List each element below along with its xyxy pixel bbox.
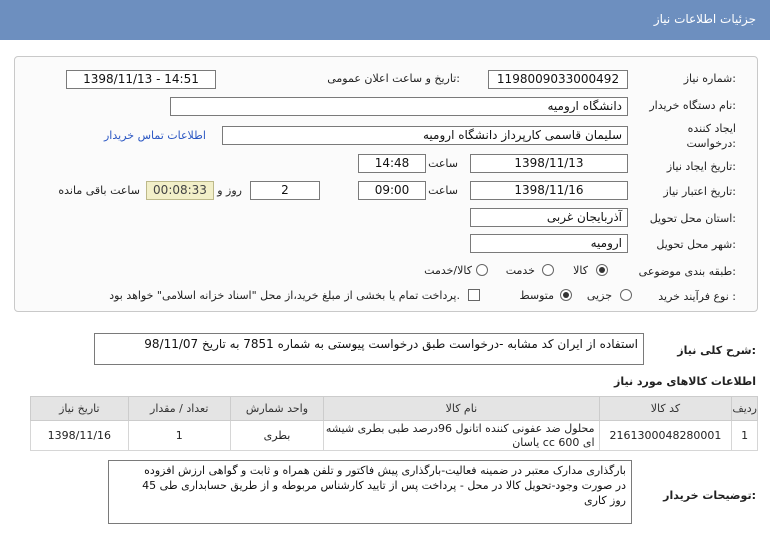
description-label: شرح کلی نیاز: — [677, 344, 756, 357]
col-name-header: نام کالا — [324, 397, 599, 421]
category-option-goods-service: کالا/خدمت — [424, 264, 472, 277]
created-time-label: ساعت — [428, 157, 458, 170]
col-code-header: کد کالا — [599, 397, 732, 421]
buyer-contact-link[interactable]: اطلاعات تماس خریدار — [104, 129, 206, 142]
table-row[interactable] — [31, 421, 758, 451]
city-label: شهر محل تحویل: — [656, 238, 736, 251]
process-radio-minor[interactable] — [620, 289, 632, 301]
valid-date-field[interactable]: 1398/11/16 — [470, 181, 628, 200]
col-unit-header: واحد شمارش — [230, 397, 323, 421]
announce-label: تاریخ و ساعت اعلان عمومی: — [327, 72, 460, 85]
created-date-label: تاریخ ایجاد نیاز: — [666, 160, 736, 173]
page-header — [0, 0, 770, 40]
description-text: استفاده از ایران کد مشابه -درخواست طبق درخواست پیوستی به شماره 7851 به تاریخ 98/11/07 — [94, 333, 644, 365]
col-row-header: ردیف — [732, 397, 758, 421]
goods-table-header — [31, 397, 758, 421]
process-label: نوع فرآیند خرید : — [658, 290, 736, 303]
goods-table — [30, 396, 758, 451]
valid-time-label: ساعت — [428, 184, 458, 197]
process-option-medium: متوسط — [519, 289, 554, 302]
creator-field[interactable]: سلیمان قاسمی کارپرداز دانشگاه ارومیه — [222, 126, 628, 145]
valid-date-label: تاریخ اعتبار نیاز: — [663, 185, 736, 198]
buyer-notes-line: در صورت وجود-تحویل کالا در محل - پرداخت پس از تایید کارشناس مربوطه و از طریق حسابداری طی 45 — [142, 479, 626, 492]
created-date-field[interactable]: 1398/11/13 — [470, 154, 628, 173]
treasury-payment-checkbox[interactable] — [468, 289, 480, 301]
category-label: طبقه بندی موضوعی: — [638, 265, 736, 278]
cell-code: 2161300048280001 — [599, 421, 732, 451]
category-radio-goods[interactable] — [596, 264, 608, 276]
cell-name — [324, 421, 599, 451]
cell-date: 1398/11/16 — [31, 421, 129, 451]
cell-name-line1: محلول ضد عفونی کننده اتانول 96درصد طبی بطری شیشه — [325, 421, 595, 435]
remaining-label: ساعت باقی مانده — [58, 184, 140, 197]
creator-label-line1: ایجاد کننده — [687, 122, 736, 135]
cell-qty: 1 — [128, 421, 230, 451]
announce-field[interactable]: 1398/11/13 - 14:51 — [66, 70, 216, 89]
province-label: استان محل تحویل: — [649, 212, 736, 225]
col-qty-header: تعداد / مقدار — [128, 397, 230, 421]
buyer-field[interactable]: دانشگاه ارومیه — [170, 97, 628, 116]
process-option-minor: جزیی — [586, 289, 612, 302]
buyer-notes-label: توضیحات خریدار: — [663, 489, 756, 502]
col-date-header: تاریخ نیاز — [31, 397, 129, 421]
category-radio-goods-service[interactable] — [476, 264, 488, 276]
cell-row: 1 — [732, 421, 758, 451]
buyer-notes-line: بارگذاری مدارک معتبر در ضمینه فعالیت-بارگذاری پیش فاکتور و تلفن همراه و ثابت و گواهی ارزش افزوده — [144, 464, 626, 477]
category-option-goods: کالا — [573, 264, 588, 277]
created-time-field[interactable]: 14:48 — [358, 154, 426, 173]
cell-unit: بطری — [230, 421, 323, 451]
province-field[interactable]: آذربایجان غربی — [470, 208, 628, 227]
page-title: جزئیات اطلاعات نیاز — [653, 12, 756, 26]
city-field[interactable]: ارومیه — [470, 234, 628, 253]
valid-time-field[interactable]: 09:00 — [358, 181, 426, 200]
need-number-field[interactable]: 1198009033000492 — [488, 70, 628, 89]
process-radio-medium[interactable] — [560, 289, 572, 301]
creator-label-line2: درخواست: — [686, 137, 736, 150]
cell-name-line2: ای 600 cc یاسان — [512, 435, 595, 449]
category-radio-service[interactable] — [542, 264, 554, 276]
need-number-label: شماره نیاز: — [683, 72, 736, 85]
treasury-payment-note: پرداخت تمام یا بخشی از مبلغ خرید،از محل "اسناد خزانه اسلامی" خواهد بود. — [109, 289, 460, 302]
goods-section-title: اطلاعات کالاهای مورد نیاز — [614, 375, 756, 388]
category-option-service: خدمت — [505, 264, 535, 277]
buyer-notes-line: روز کاری — [584, 494, 626, 507]
remaining-time-badge: 00:08:33 — [146, 181, 214, 200]
days-label: روز و — [217, 184, 242, 197]
remaining-days-field[interactable]: 2 — [250, 181, 320, 200]
buyer-notes-box — [108, 460, 632, 524]
buyer-label: نام دستگاه خریدار: — [649, 99, 736, 112]
